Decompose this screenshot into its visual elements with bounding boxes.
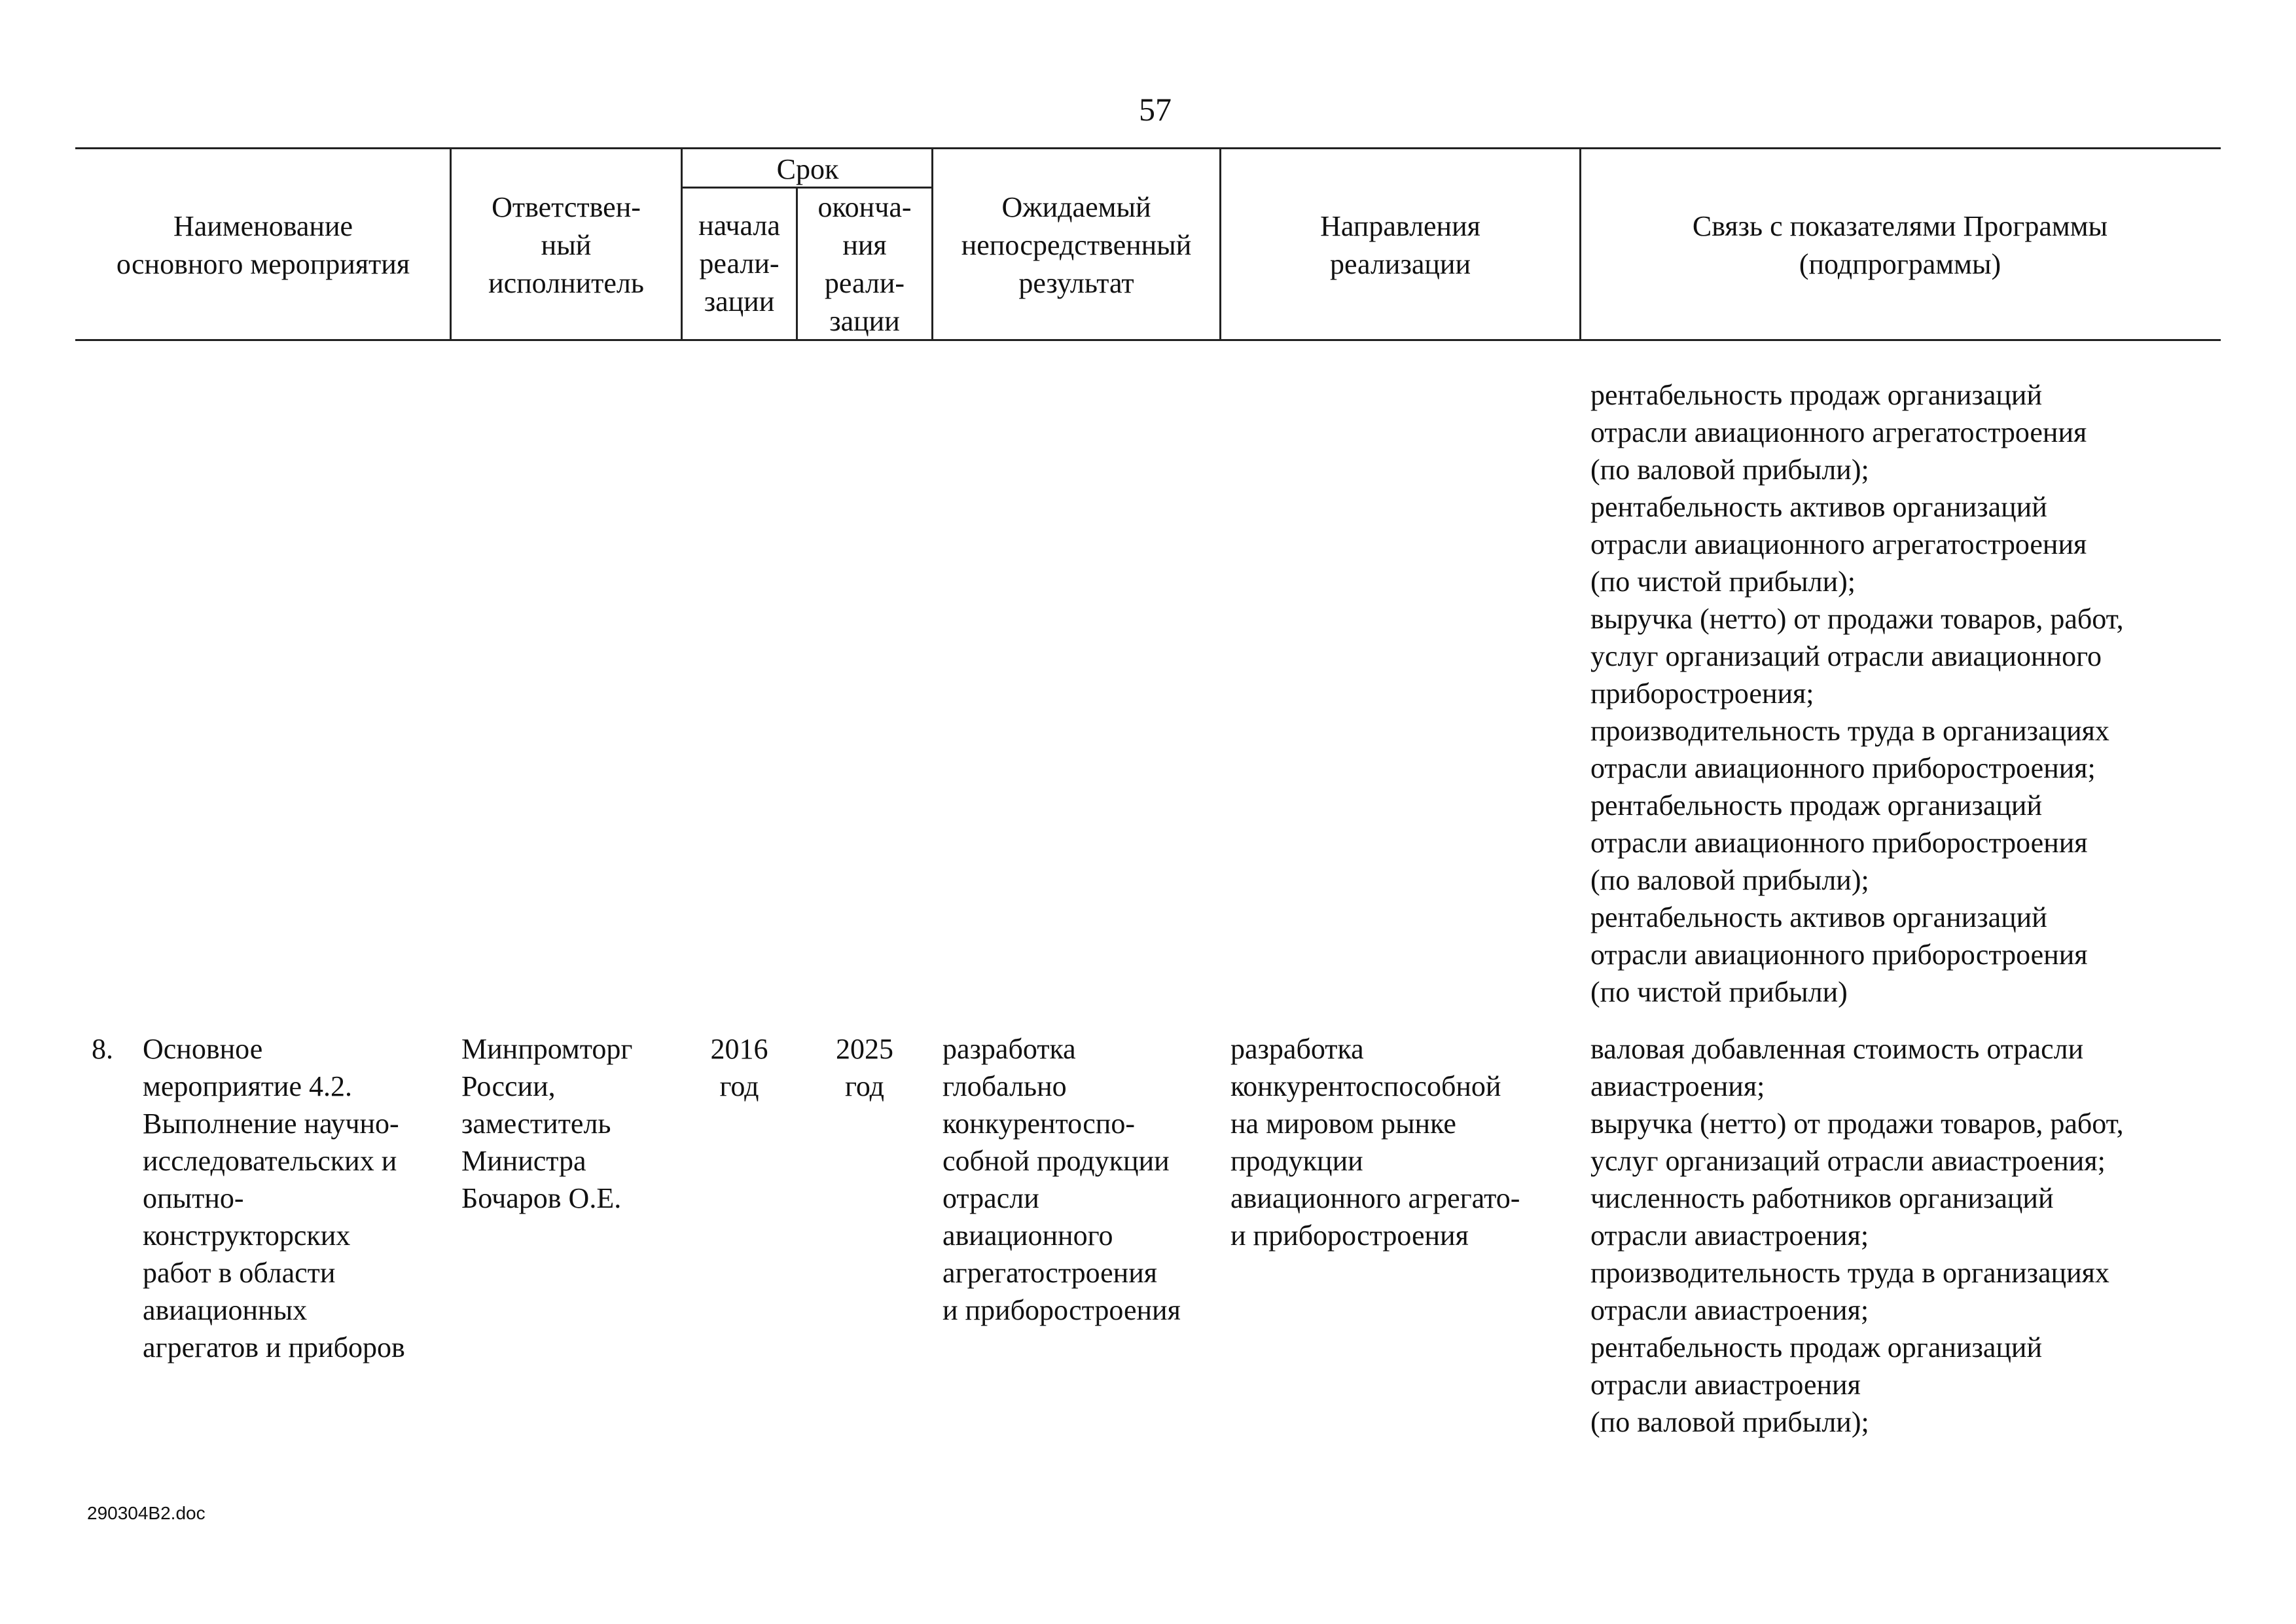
row-link: валовая добавленная стоимость отрасли авиастроения; выручка (нетто) от продажи товаров, работ, услуг организаций отрасли авиастроения; численность работников организаций отрасли авиастроения; производительность труда в организациях отрасли авиастроения; рентабельность продаж организаций отрасли авиастроения (по валовой прибыли);: [1590, 1033, 2124, 1438]
header-end: оконча- ния реали- зации: [817, 191, 912, 337]
row-responsible: Минпромторг России, заместитель Министра Бочаров О.Е.: [461, 1033, 633, 1214]
row-number: 8.: [92, 1033, 113, 1065]
header-link: Связь с показателями Программы (подпрограммы): [1692, 210, 2108, 280]
header-directions: Направления реализации: [1320, 210, 1480, 280]
page-number: 57: [1139, 91, 1172, 128]
header-bottom-rule: [75, 339, 2221, 341]
header-start: начала реали- зации: [698, 209, 780, 317]
col-divider-2: [681, 147, 683, 341]
row-directions: разработка конкурентоспособной на мировом рынке продукции авиационного агрегато- и приборостроения: [1230, 1033, 1520, 1252]
header-responsible: Ответствен- ный исполнитель: [488, 191, 644, 299]
header-term: Срок: [776, 153, 839, 185]
col-divider-3: [796, 187, 798, 341]
continuation-link-text: рентабельность продаж организаций отрасли авиационного агрегатостроения (по валовой прибыли); рентабельность активов организаций отрасли авиационного агрегатостроения (по чистой прибыли); выручка (нетто) от продажи товаров, работ, услуг организаций отрасли авиационного приборостроения; производительность труда в организациях отрасли авиационного приборостроения; рентабельность продаж организаций отрасли авиационного приборостроения (по валовой прибыли); рентабельность активов организаций отрасли авиационного приборостроения (по чистой прибыли): [1590, 379, 2124, 1008]
table-top-rule: [75, 147, 2221, 149]
header-name: Наименование основного мероприятия: [116, 210, 410, 280]
row-start: 2016 год: [710, 1033, 768, 1102]
footer-filename: 290304B2.doc: [87, 1503, 206, 1523]
row-expected-result: разработка глобально конкурентоспо- собной продукции отрасли авиационного агрегатостроения и приборостроения: [942, 1033, 1181, 1326]
header-expected-result: Ожидаемый непосредственный результат: [961, 191, 1192, 299]
col-divider-1: [450, 147, 452, 341]
col-divider-6: [1579, 147, 1581, 341]
col-divider-4: [931, 147, 933, 341]
row-end: 2025 год: [836, 1033, 893, 1102]
col-divider-5: [1219, 147, 1221, 341]
row-name: Основное мероприятие 4.2. Выполнение научно- исследовательских и опытно- конструкторских работ в области авиационных агрегатов и приборов: [143, 1033, 405, 1363]
